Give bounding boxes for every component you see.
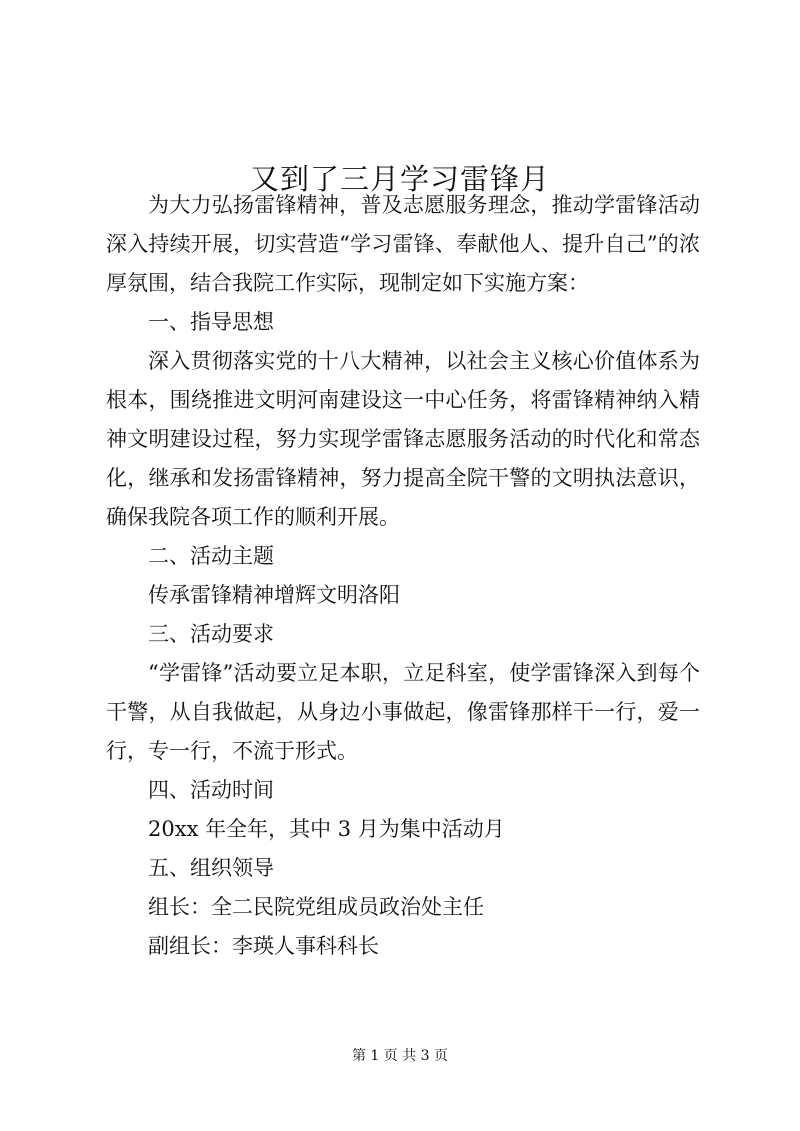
heading-activity-requirements: 三、活动要求 [148, 622, 274, 646]
paragraph-group-leader: 组长：全二民院党组成员政治处主任 [148, 895, 484, 919]
heading-activity-theme: 二、活动主题 [148, 544, 274, 568]
paragraph-guiding-ideology: 深入贯彻落实党的十八大精神，以社会主义核心价值体系为根本，围绕推进文明河南建设这一中心任务，将雷锋精神纳入精神文明建设过程，努力实现学雷锋志愿服务活动的时代化和常态化，继承和发扬雷锋精神，努力提高全院干警的文明执法意识，确保我院各项工作的顺利开展。 [106, 349, 700, 529]
paragraph-deputy-leader: 副组长：李瑛人事科科长 [148, 934, 379, 958]
paragraph-activity-requirements: “学雷锋”活动要立足本职，立足科室，使学雷锋深入到每个干警，从自我做起，从身边小事做起，像雷锋那样干一行，爱一行，专一行，不流于形式。 [106, 661, 700, 763]
paragraph-activity-theme: 传承雷锋精神增辉文明洛阳 [148, 583, 400, 607]
heading-organization: 五、组织领导 [148, 856, 274, 880]
paragraph-activity-time: 20xx 年全年，其中 3 月为集中活动月 [148, 817, 505, 841]
heading-activity-time: 四、活动时间 [148, 778, 274, 802]
heading-guiding-ideology: 一、指导思想 [148, 310, 274, 334]
document-body [106, 186, 700, 966]
document-title: 又到了三月学习雷锋月 [249, 162, 550, 197]
paragraph-intro: 为大力弘扬雷锋精神，普及志愿服务理念，推动学雷锋活动深入持续开展，切实营造“学习雷锋、奉献他人、提升自己”的浓厚氛围，结合我院工作实际，现制定如下实施方案： [106, 193, 700, 295]
page-footer: 第 1 页 共 3 页 [351, 1048, 449, 1064]
